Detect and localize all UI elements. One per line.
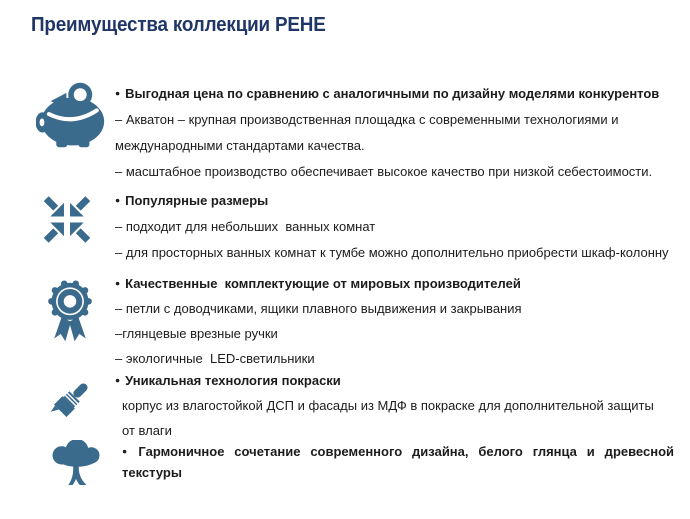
piggy-bank-icon (36, 80, 106, 150)
bullet-glyph: ● (122, 446, 134, 456)
section-price (115, 80, 680, 185)
section-design (122, 441, 674, 483)
section-sizes-line: – для просторных ванных комнат к тумбе можно дополнительно приобрести шкаф-колонну (115, 245, 669, 260)
award-ribbon-icon (44, 276, 96, 349)
section-paint-heading-text: Уникальная технология покраски (125, 373, 341, 388)
bullet-glyph: ● (115, 195, 121, 205)
bullet-glyph: ● (115, 375, 121, 385)
section-components-heading (115, 271, 680, 296)
section-price-line: международными стандартами качества. (115, 138, 365, 153)
section-price-heading-text: Выгодная цена по сравнению с аналогичными по дизайну моделями конкурентов (125, 86, 660, 101)
section-components-line: – петли с доводчиками, ящики плавного выдвижения и закрывания (115, 301, 522, 316)
section-price-line: – Акватон – крупная производственная площадка с современными технологиями и (115, 112, 619, 127)
section-paint (115, 368, 680, 443)
section-paint-line: корпус из влагостойкой ДСП и фасады из МДФ в покраске для дополнительной защиты (122, 398, 654, 413)
section-components (115, 271, 680, 371)
bullet-glyph: ● (115, 88, 121, 98)
collapse-arrows-icon (41, 193, 93, 246)
section-price-heading (115, 80, 680, 107)
section-components-line: –глянцевые врезные ручки (115, 326, 278, 341)
section-design-heading-text: Гармоничное сочетание современного дизайна, белого глянца и древесной текстуры (122, 444, 675, 480)
section-price-line: – масштабное производство обеспечивает высокое качество при низкой себестоимости. (115, 164, 653, 179)
section-sizes-heading (115, 187, 680, 214)
paintbrush-icon (46, 376, 94, 426)
section-sizes-line: – подходит для небольших ванных комнат (115, 219, 376, 234)
tree-icon (48, 440, 104, 486)
section-paint-line: от влаги (122, 423, 172, 438)
page-title: Преимущества коллекции РЕНЕ (31, 13, 326, 36)
section-paint-heading (115, 368, 680, 393)
section-components-heading-text: Качественные комплектующие от мировых производителей (125, 276, 521, 291)
bullet-glyph: ● (115, 278, 121, 288)
section-components-line: – экологичные LED-светильники (115, 351, 315, 366)
section-sizes-heading-text: Популярные размеры (125, 193, 269, 208)
section-sizes (115, 187, 680, 266)
